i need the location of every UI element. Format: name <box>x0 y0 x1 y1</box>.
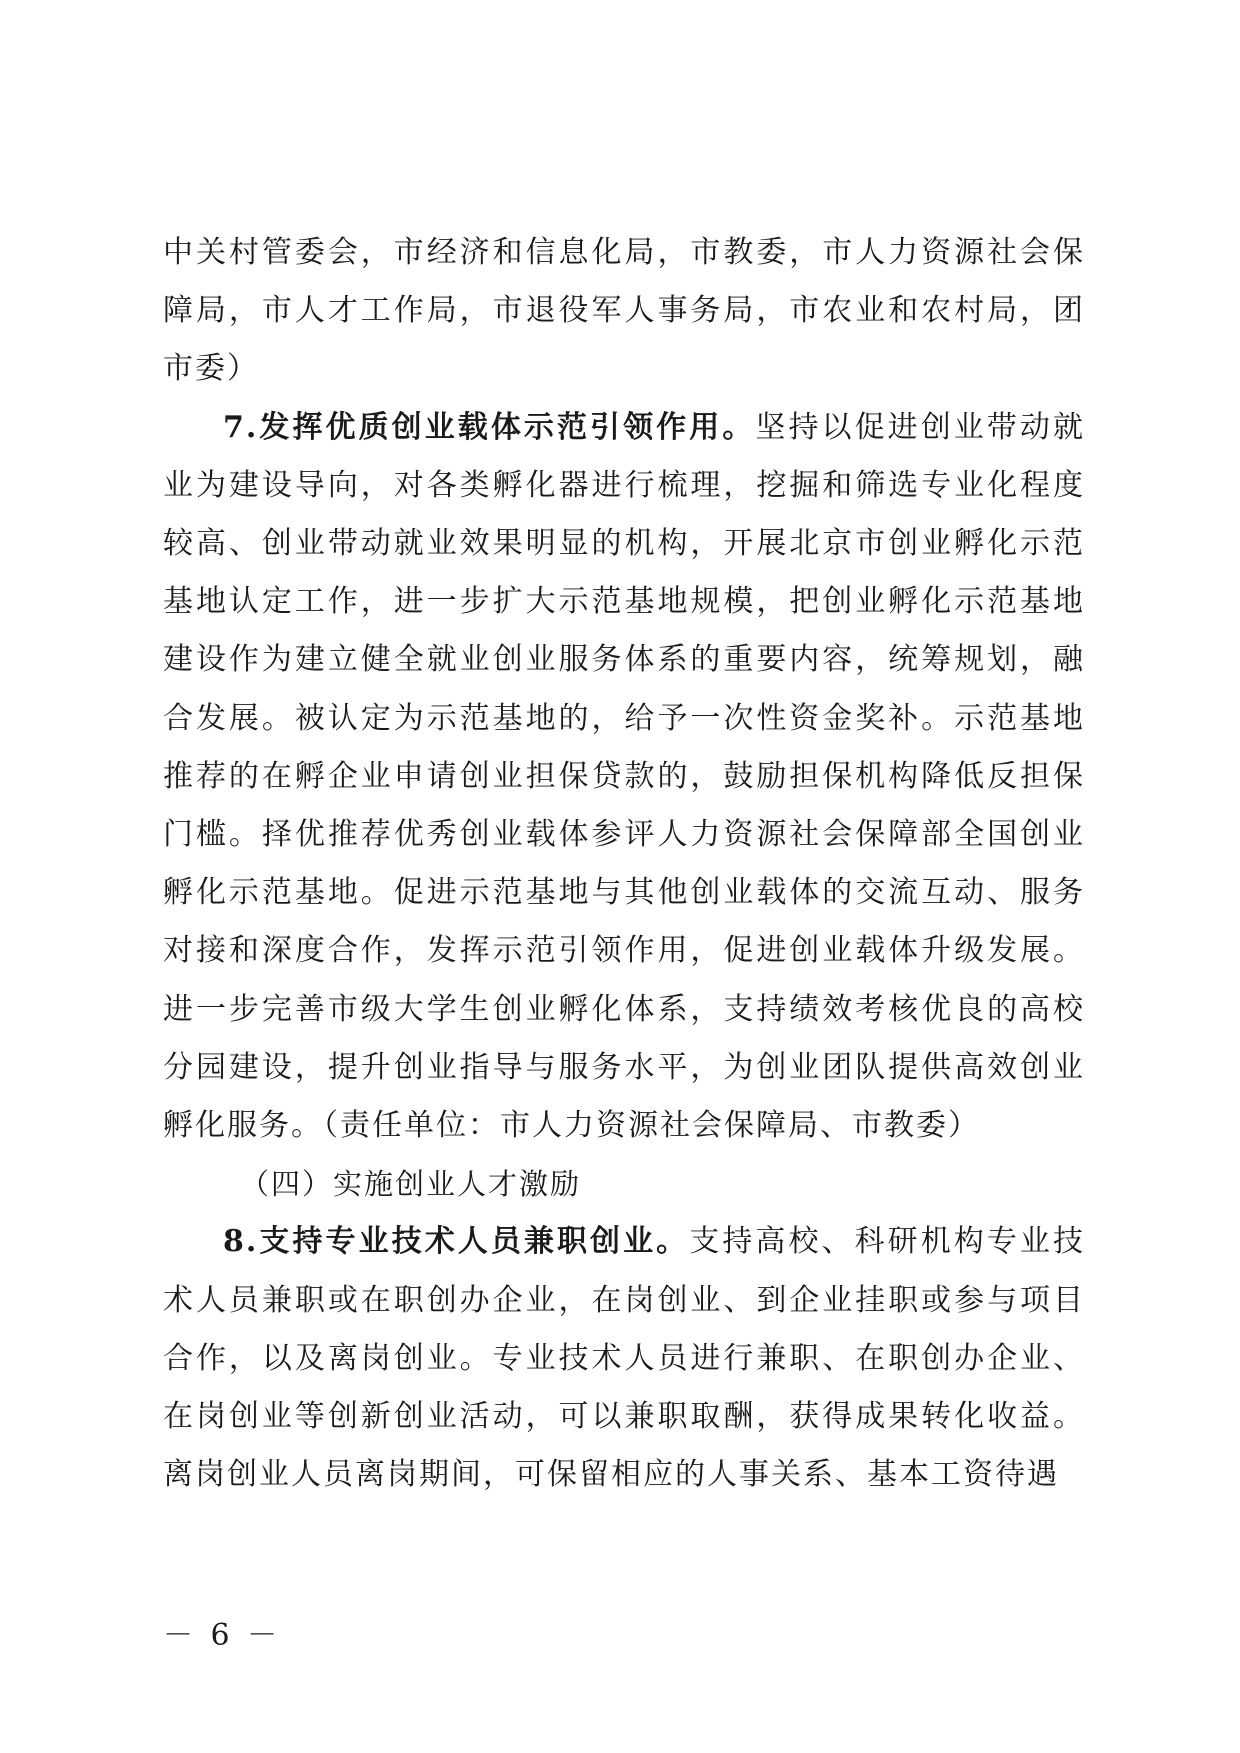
item-8-paragraph <box>163 1213 1085 1504</box>
item-7-heading: 7.发挥优质创业载体示范引领作用。 <box>223 409 756 445</box>
body-text <box>163 224 1085 1504</box>
item-8-heading: 8.支持专业技术人员兼职创业。 <box>223 1224 690 1260</box>
page-number: － 6 － <box>163 1618 282 1653</box>
item-7-body: 坚持以促进创业带动就业为建设导向，对各类孵化器进行梳理，挖掘和筛选专业化程度较高、创业带动就业效果明显的机构，开展北京市创业孵化示范基地认定工作，进一步扩大示范基地规模，把创业孵化示范基地建设作为建立健全就业创业服务体系的重要内容，统筹规划，融合发展。被认定为示范基地的，给予一次性资金奖补。示范基地推荐的在孵企业申请创业担保贷款的，鼓励担保机构降低反担保门槛。择优推荐优秀创业载体参评人力资源社会保障部全国创业孵化示范基地。促进示范基地与其他创业载体的交流互动、服务对接和深度合作，发挥示范引领作用，促进创业载体升级发展。进一步完善市级大学生创业孵化体系，支持绩效考核优良的高校分园建设，提升创业指导与服务水平，为创业团队提供高效创业孵化服务。（责任单位：市人力资源社会保障局、市教委） <box>163 409 1085 1144</box>
continued-paragraph <box>163 224 1085 399</box>
continued-paragraph-text: 中关村管委会，市经济和信息化局，市教委，市人力资源社会保障局，市人才工作局，市退役军人事务局，市农业和农村局，团市委） <box>163 235 1085 387</box>
item-8-body: 支持高校、科研机构专业技术人员兼职或在职创办企业，在岗创业、到企业挂职或参与项目合作，以及离岗创业。专业技术人员进行兼职、在职创办企业、在岗创业等创新创业活动，可以兼职取酬，获得成果转化收益。离岗创业人员离岗期间，可保留相应的人事关系、基本工资待遇 <box>163 1224 1086 1493</box>
item-7-paragraph <box>163 399 1085 1156</box>
section-4-heading: （四）实施创业人才激励 <box>240 1167 582 1202</box>
